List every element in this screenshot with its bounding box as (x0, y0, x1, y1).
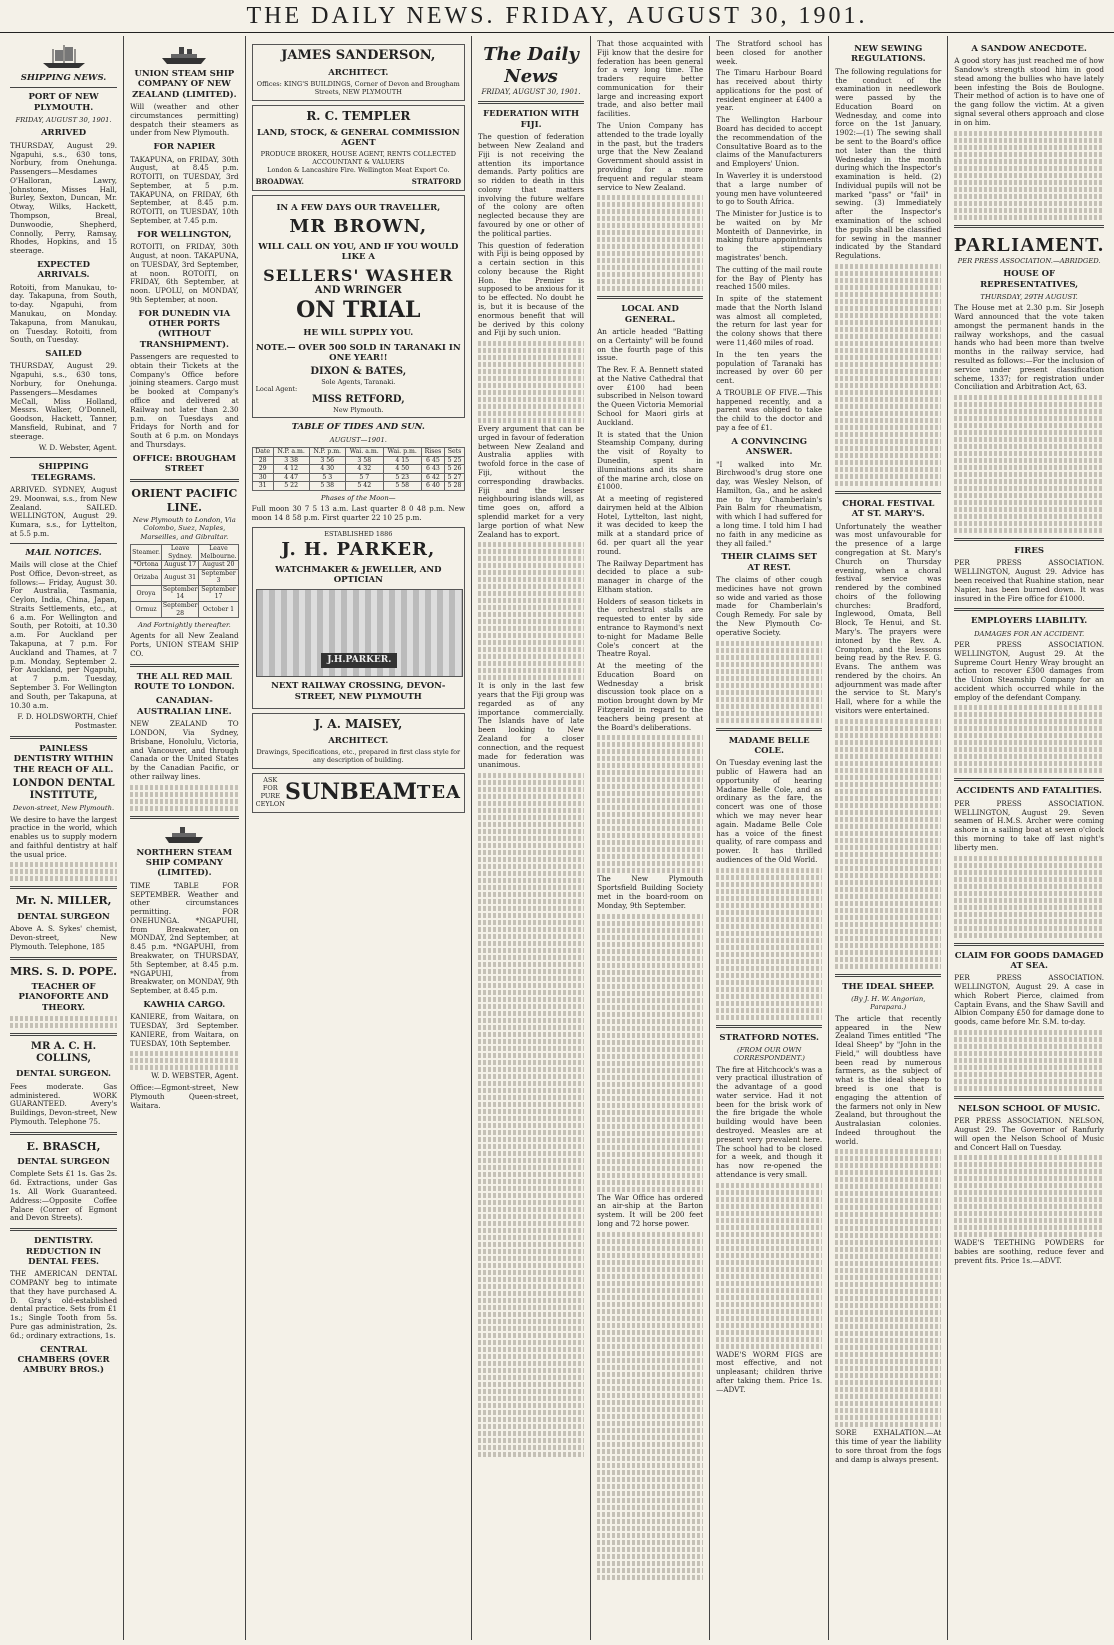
sunbeam-ask: ASK FOR (262, 775, 278, 792)
orient-cell: September 28 (162, 601, 198, 617)
fortnight: And Fortnightly thereafter. (137, 621, 231, 630)
tide-cell: 5 26 (445, 465, 465, 474)
tides-col: Rises (421, 448, 444, 457)
sewing-heading: NEW SEWING REGULATIONS. (850, 44, 926, 65)
day: FRIDAY, (505, 2, 617, 29)
local-p16: In spite of the statement made that the North Island was almost all completed, the return for last year for the colony shows that there were 11,460 miles of road. (716, 294, 823, 347)
fires-text: PER PRESS ASSOCIATION. WELLINGTON, August 29. Advice has been received that Ruahine station, near Napier, has been burned down. It was insured in the Fire office for £1000. (954, 558, 1104, 603)
sailed-text: THURSDAY, August 29. Ngapuhi, s.s., 630 tons, Norbury, for Onehunga. Passengers—Mesdames McCall, Miss Holland, Messrs. Walker, O'Donnell, Goodson, Hackett, Tanner, Mansfield, Rubinat, and 7 steerage. (10, 361, 118, 441)
dunedin-heading: FOR DUNEDIN VIA OTHER PORTS (WITHOUT TRANSHIPMENT). (138, 308, 231, 350)
ceylon: PURE CEYLON (255, 791, 285, 808)
shop-sign: J.H.PARKER. (321, 653, 397, 668)
parker-ad (252, 527, 465, 709)
local-p3: It is stated that the Union Steamship Company, during the visit of Royalty to Dunedin, spent in illuminations and its share of the marine arch, close on £1000. (597, 429, 704, 492)
orient-cell: September 14 (162, 585, 198, 601)
pope-text: TEACHER OF PIANOFORTE AND THEORY. (18, 982, 109, 1013)
moon-heading: Phases of the Moon— (321, 493, 396, 502)
local-p12: The Wellington Harbour Board has decided to accept the recommendation of the Consultative Board as to the claims of the Manufacturers and Employers' Union. (716, 115, 823, 169)
employers-sub: DAMAGES FOR AN ACCIDENT. (974, 629, 1085, 638)
column-1 (4, 36, 123, 1640)
dental-heading: PAINLESS DENTISTRY WITHIN THE REACH OF ALL. (13, 743, 114, 775)
tides-month: AUGUST—1901. (329, 435, 387, 444)
tide-cell: 4 30 (309, 465, 345, 474)
maisey-role: ARCHITECT. (328, 735, 389, 746)
convincing-text: "I walked into Mr. Birchwood's drug store one day, was Wesley Nelson, of Hamilton, Ga., and he asked me to try Chamberlain's Pain Balm for rheumatism, with which I had suffered for a long time. I told him I had no faith in any medicine as they all failed." (716, 459, 823, 548)
tide-cell: 6 40 (421, 482, 444, 491)
belle-cole-text: On Tuesday evening last the public of Hawera had an opportunity of hearing Madame Belle Cole, and as ordinary as the fare, the concert was one of those which we may never hear again. Madame Belle Cole has a voice of the finest quality, of rare compass and power. It has thrilled audiences of the Old World. (716, 758, 823, 864)
tide-cell: 6 43 (421, 465, 444, 474)
mail-text: Mails will close at the Chief Post Office, Devon-street, as follows:— Friday, August 30. For Australia, Tasmania, Ceylon, India, China, Japan, Straits Settlements, etc., at 6 a.m. For Wellington and South, per Rotoiti, at 10.30 a.m. For Auckland per Takapuna, at 7 p.m. For Auckland and Thames, at 7 p.m. Monday, September 2. For Auckland, per Ngapuhi, at 7 p.m. Tuesday, September 3. For Wellington and South, per Takapuna, at 10.30 a.m. (10, 560, 118, 710)
stratford-text: The fire at Hitchcock's was a very practical illustration of the advantage of a good water service. Had it not been for the brisk work of the fire brigade the whole building would have been destroyed. Measles are at present very prevalent here. The school had to be closed for a week, and though it has now re-opened the attendance is very small. (716, 1064, 823, 1179)
tide-cell: 5 7 (345, 473, 383, 482)
note: NOTE.— OVER 500 SOLD IN TARANAKI IN ONE YEAR!! (256, 342, 461, 363)
sore-exhalation: SORE EXHALATION.—At this time of year the liability to sore throat from the fogs and damp is always present. (835, 1428, 942, 1464)
tide-cell: 5 38 (309, 482, 345, 491)
parker-role: WATCHMAKER & JEWELLER, AND OPTICIAN (275, 564, 442, 586)
telegrams-text: ARRIVED. SYDNEY, August 29. Moonwai, s.s., from New Zealand. SAILED. WELLINGTON, August 29. Kumara, s.s., for Lyttelton, at 5.5 p.m. (10, 484, 118, 538)
postmaster: F. D. HOLDSWORTH, Chief Postmaster. (17, 712, 118, 731)
mail-heading: MAIL NOTICES. (25, 547, 102, 558)
local-p7: At the meeting of the Education Board on Wednesday a brisk discussion took place on a motion brought down by Mr Fitzgerald in regard to the teachers being present at the Board's deliberations. (597, 661, 704, 732)
tide-cell: 28 (252, 456, 273, 465)
orient-cell: September 3 (199, 569, 238, 585)
brasch-role: DENTAL SURGEON (17, 1157, 110, 1168)
local-p13: In Waverley it is understood that a large number of young men have volunteered to go to South Africa. (716, 170, 823, 207)
nelson-text: PER PRESS ASSOCIATION. NELSON, August 29. The Governor of Ranfurly will open the Nelson School of Music and Concert Hall on Tuesday. (954, 1116, 1104, 1152)
date: AUGUST 30, 1901. (626, 2, 868, 29)
tide-cell: 6 45 (421, 456, 444, 465)
sanderson-role: ARCHITECT. (328, 67, 389, 78)
retford-place: New Plymouth. (333, 405, 384, 414)
tide-cell: 5 28 (445, 482, 465, 491)
steamer-icon (130, 43, 239, 65)
wade-teething-powders: WADE'S TEETHING POWDERS for babies are soothing, reduce fever and prevent fits. Price 1s.—ADVT. (954, 1238, 1104, 1265)
convincing-heading: A CONVINCING ANSWER. (731, 436, 807, 458)
local-agent: Local Agent: (255, 385, 298, 394)
orient-col: Leave Sydney. (161, 545, 198, 561)
canadian-text: NEW ZEALAND TO LONDON, Via Sydney, Brisbane, Honolulu, Victoria, and Vancouver, and through Canada or the United States by the Canadian Pacific, or other railway lines. (130, 719, 239, 781)
orient-table (130, 544, 239, 618)
sandow-heading: A SANDOW ANECDOTE. (971, 44, 1087, 54)
sanderson-name: JAMES SANDERSON, (281, 48, 436, 63)
dixon-role: Sole Agents, Taranaki. (321, 377, 396, 386)
tides-header-row (252, 448, 464, 457)
collins-text: Fees moderate. Gas administered. WORK GUARANTEED. Avery's Buildings, Devon-street, New Plymouth. Telephone 75. (10, 1081, 118, 1126)
pope-name: MRS. S. D. POPE. (10, 964, 117, 978)
sanderson-ad (252, 44, 465, 101)
federation-p6: The Union Company has attended to the trade loyally in the past, but the traders urge that the New Zealand Government should assist in providing for a more frequent and regular steam service to New Zealand. (597, 121, 704, 192)
passengers-text: Passengers are requested to obtain their Tickets at the Company's Office before joining steamers. Cargo must be booked at Company's office and delivered at Railway not later than 2.30 p.m. on Tuesdays and Fridays for North and for South at 6 p.m. on Mondays and Thursdays. (130, 352, 239, 449)
arrived-text: THURSDAY, August 29. Ngapuhi, s.s., 630 tons, Norbury, from Onehunga. Passengers—Mesdames O'Halloran, Lawry, Johnstone, Misses Hall, Burley, Sexton, Duncan, Mr. Otway, Wilks, Hackett, Thompson, Breal, Dunwoodie, Shepherd, Connolly, Perry, Ramsay, Rhodes, Hopkins, and 15 steerage. (10, 140, 118, 256)
tides-table (252, 447, 465, 491)
local-p9: The War Office has ordered an air-ship at the Barton system. It will be 200 feet long and 72 horse power. (597, 1192, 704, 1228)
templer-name: R. C. TEMPLER (306, 109, 411, 124)
kawhia-heading: KAWHIA CARGO. (143, 999, 226, 1010)
collins-name: MR A. C. H. COLLINS, (30, 1041, 97, 1065)
brasch-name: E. BRASCH, (26, 1139, 101, 1153)
wellington-text: ROTOITI, on FRIDAY, 30th August, at noon. TAKAPUNA, on TUESDAY, 3rd September, at noon. ROTOITI, on FRIDAY, 6th September, at noon. UPOLU, on MONDAY, 9th September, at noon. (130, 242, 239, 304)
canadian-heading: CANADIAN-AUSTRALIAN LINE. (137, 696, 232, 717)
northern-heading: NORTHERN STEAM SHIP COMPANY (LIMITED). (136, 847, 233, 879)
brown-name: MR BROWN, (289, 216, 428, 238)
tides-col: N.P. a.m. (273, 448, 309, 457)
stratford-sub: (FROM OUR OWN CORRESPONDENT.) (733, 1045, 805, 1063)
templer-role: LAND, STOCK, & GENERAL COMMISSION AGENT (256, 127, 460, 149)
ideal-sheep-heading: THE IDEAL SHEEP. (842, 981, 935, 992)
tide-cell: 29 (252, 465, 273, 474)
port-heading: PORT OF NEW PLYMOUTH. (28, 92, 99, 113)
brown-ad (252, 195, 465, 419)
wellington-heading: FOR WELLINGTON, (137, 229, 232, 240)
column-6 (709, 36, 828, 1640)
dixon: DIXON & BATES, (310, 366, 407, 378)
orient-cell: October 1 (199, 601, 238, 617)
local-heading: LOCAL AND GENERAL. (621, 304, 679, 325)
tides-col: Sets (445, 448, 465, 457)
port-date: FRIDAY, AUGUST 30, 1901. (15, 116, 112, 125)
federation-p4: It is only in the last few years that the Fiji group was regarded as of any importance commercially. The Islands have of late been looking to New Zealand for a closer connection, and the request made for federation was unanimous. (478, 681, 585, 770)
parliament-heading: PARLIAMENT. (954, 233, 1104, 256)
tide-cell: 31 (252, 482, 273, 491)
claims-text: The claims of other cough medicines have not grown so wide and varied as those made for Chamberlain's Cough Remedy. For sale by the New Plymouth Co-operative Society. (716, 575, 823, 637)
federation-p2: This question of federation with Fiji is being opposed by a certain section in this colony because the Right Hon. the Premier is supposed to be anxious for it to be effected. No doubt he is, but it is because of the enormous benefit that will be derived by this colony and Fiji by such union. (478, 240, 585, 338)
retford: MISS RETFORD, (311, 394, 405, 406)
choral-heading: CHORAL FESTIVAL AT ST. MARY'S. (842, 498, 935, 520)
chambers: CENTRAL CHAMBERS (OVER AMBURY BROS.) (17, 1344, 110, 1376)
napier-text: TAKAPUNA, on FRIDAY, 30th August, at 8.45 p.m. ROTOITI, on TUESDAY, 3rd September, at 5 p.m. TAKAPUNA, on FRIDAY, 6th September, at 8.45 p.m. ROTOITI, on TUESDAY, 10th September, at 7.45 p.m. (130, 154, 239, 226)
maisey-text: Drawings, Specifications, etc., prepared in first class style for any description of building. (256, 748, 461, 764)
dental-text: We desire to have the largest practice in the world, which enables us to supply modern and faithful dentistry at half the usual price. (10, 814, 118, 859)
brasch-text: Complete Sets £1 1s. Gas 2s. 6d. Extractions, under Gas 1s. All Work Guaranteed. Address:—Opposite Coffee Palace (Corner of Egmont and Devon Streets). (10, 1169, 118, 1223)
local-p1: An article headed "Batting on a Certainty" will be found on the fourth page of this issue. (597, 327, 704, 363)
telegrams-heading: SHIPPING TELEGRAMS. (31, 462, 96, 483)
local-p4: At a meeting of registered dairymen held at the Albion Hotel, Lyttelton, last night, it was decided to keep the milk at a standard price of 6d. per quart all the year round. (597, 494, 704, 556)
dental-name: LONDON DENTAL INSTITUTE, (12, 777, 115, 802)
tide-cell: 5 3 (309, 473, 345, 482)
wringer: AND WRINGER (314, 285, 402, 297)
claims-heading: THEIR CLAIMS SET AT REST. (721, 552, 817, 573)
northern-agent: W. D. WEBSTER, Agent. (151, 1071, 239, 1081)
trial: ON TRIAL (296, 297, 421, 324)
orient-col: Leave Melbourne. (200, 545, 237, 560)
ideal-sheep-text: The article that recently appeared in the New Zealand Times entitled "The Ideal Sheep" by "John in the Field," will doubtless have been read by numerous farmers, as the subject of what is the ideal sheep to breed is one that is engaging the attention of the farmers not only in New Zealand, but throughout the Australasian colonies. Indeed throughout the world. (835, 1013, 942, 1146)
collins-role: DENTAL SURGEON. (16, 1069, 111, 1080)
parker-name: J. H. PARKER, (281, 538, 436, 560)
agent-line: W. D. Webster, Agent. (38, 443, 118, 453)
local-p14: The Minister for Justice is to be waited on by Mr Monteith of Dannevirke, in making future appointments to the stipendiary magistrates' bench. (716, 209, 823, 262)
tide-cell: 4 32 (345, 465, 383, 474)
moon-text: Full moon 30 7 5 13 a.m. Last quarter 8 0 48 p.m. New moon 14 8 58 p.m. First quarter 22 10 25 p.m. (251, 504, 466, 522)
sailed-heading: SAILED (45, 349, 82, 360)
federation-heading: FEDERATION WITH FIJI. (483, 109, 579, 130)
templer-text: PRODUCE BROKER, HOUSE AGENT, RENTS COLLECTED ACCOUNTANT & VALUERS (260, 150, 457, 167)
orient-header-row (131, 545, 239, 561)
tide-cell: 4 12 (273, 465, 309, 474)
columns (4, 36, 1110, 1640)
steamer-icon (130, 824, 239, 844)
local-p15: The cutting of the mail route for the Bay of Plenty has reached 1500 miles. (716, 264, 823, 292)
choral-text: Unfortunately the weather was most unfavourable for the presence of a large congregation at St. Mary's Church on Thursday evening, when a choral festival service was rendered by the combined choirs of the following churches: Bradford, Inglewood, Omata, Bell Block, Te Henui, and St. Mary's. The prayers were intoned by the Rev. A. Crompton, and the lessons being read by the Rev. F. G. Evans. The anthem was rendered by the choirs. An adjournment was made after the service to St. Mary's Hall, where for a while the visitors were entertained. (835, 521, 942, 716)
local-p11: The Timaru Harbour Board has received about thirty applications for the post of resident engineer at £400 a year. (716, 68, 823, 113)
orient-heading: ORIENT PACIFIC LINE. (131, 487, 238, 514)
ship-icon (10, 43, 117, 69)
sunbeam-ad (252, 773, 465, 813)
federation-p1: The question of federation between New Zealand and Fiji is not receiving the attention its importance demands. Party politics are so ridden to death in this colony that matters involving the future welfare of the colony are often neglected because they are favoured by one or other of the political parties. (478, 132, 585, 238)
employers-heading: EMPLOYERS LIABILITY. (970, 616, 1088, 627)
sandow-text: A good story has just reached me of how Sandow's strength stood him in good stead among the bullies who have lately been infesting the Bois de Boulogne. Their method of action is to have one of the gang follow the victim. At a given signal several others approach and close in on him. (954, 56, 1104, 127)
local-p5: The Railway Department has decided to place a sub-manager in charge of the Eltham station. (597, 558, 704, 594)
tide-cell: 5 25 (445, 456, 465, 465)
parliament-sub: PER PRESS ASSOCIATION.—ABRIDGED. (957, 257, 1101, 265)
local-p17: In the ten years the population of Taranaki has increased by over 60 per cent. (716, 349, 823, 386)
maisey-ad (252, 713, 465, 769)
allred-heading: THE ALL RED MAIL ROUTE TO LONDON. (134, 671, 235, 693)
parker-address: NEXT RAILWAY CROSSING, DEVON-STREET, NEW PLYMOUTH (271, 681, 446, 702)
tide-cell: 30 (252, 473, 273, 482)
editorial-masthead: The Daily News (483, 44, 579, 87)
column-3 (245, 36, 471, 1640)
templer-ad (252, 105, 465, 191)
northern-office: Office:—Egmont-street, New Plymouth Queen-street, Waitara. (130, 1083, 239, 1110)
reduction-heading: DENTISTRY. REDUCTION IN DENTAL FEES. (25, 1236, 102, 1267)
column-2 (123, 36, 245, 1640)
orient-cell: Oroya (131, 585, 162, 601)
local-p2: The Rev. F. A. Bennett stated at the Native Cathedral that over £100 had been subscribed in Nelson toward the Queen Victoria Memorial School for Maori girls at Auckland. (597, 365, 704, 427)
broadway: BROADWAY. (255, 177, 304, 187)
union-text: Will (weather and other circumstances permitting) despatch their steamers as under from New Plymouth. (130, 102, 239, 138)
ideal-sheep-byline: (By J. H. W. Angorian, Parapara.) (851, 995, 926, 1012)
kawhia-text: KANIERE, from Waitara, on TUESDAY, 3rd September. KANIERE, from Waitara, on TUESDAY, 10th September. (130, 1012, 239, 1048)
tide-cell: 4 50 (383, 465, 421, 474)
orient-sub: New Plymouth to London, Via Colombo, Suez, Naples, Marseilles, and Gibraltar. (132, 516, 236, 541)
sanderson-address: Offices: KING'S BUILDINGS, Corner of Devon and Brougham Streets, NEW PLYMOUTH (256, 80, 460, 97)
orient-cell: August 31 (161, 569, 198, 585)
orient-col: Steamer. (131, 545, 162, 561)
tides-col: Wai. a.m. (345, 448, 383, 457)
tide-cell: 3 38 (273, 456, 309, 465)
napier-heading: FOR NAPIER (153, 142, 216, 153)
parker-established: ESTABLISHED 1886 (324, 529, 393, 538)
shopfront-illustration (256, 589, 463, 677)
tides-col: Wai. p.m. (383, 448, 421, 457)
house-date: THURSDAY, 29TH AUGUST. (980, 293, 1078, 301)
local-p8: The New Plymouth Sportsfield Building Society met in the board-room on Monday, 9th September. (597, 874, 704, 910)
orient-cell: Orizaba (131, 569, 162, 585)
federation-p3: Every argument that can be urged in favour of federation between New Zealand and Australia applies with twofold force in the case of Fiji, without the corresponding drawbacks. Fiji and the lesser neighbouring islands will, as time goes on, afford a splendid market for a very large portion of what New Zealand has to export. (478, 424, 585, 539)
local-p6: Holders of season tickets in the orchestral stalls are requested to enter by side entrance to Raymond's next to-night for Madame Belle Cole's concert at the Theatre Royal. (597, 596, 704, 659)
house-heading: HOUSE OF REPRESENTATIVES, (980, 269, 1079, 290)
table-row (131, 585, 239, 601)
table-row (252, 482, 464, 491)
expected-text: Rotoiti, from Manukau, to-day. Takapuna, from South, to-day. Ngapuhi, from Manukau, on Monday. Takapuna, from Manukau, on Tuesday. Rotoiti, from South, on Tuesday. (10, 282, 118, 345)
brown-will: WILL CALL ON YOU, AND IF YOU WOULD LIKE A (258, 242, 459, 263)
tide-cell: 4 15 (383, 456, 421, 465)
table-row (131, 561, 239, 570)
miller-name: Mr. N. MILLER, (15, 894, 112, 908)
orient-agents: Agents for all New Zealand Ports, UNION STEAM SHIP CO. (130, 631, 239, 658)
northern-text: TIME TABLE FOR SEPTEMBER. Weather and other circumstances permitting. FOR ONEHUNGA. *NGAPUHI, from Breakwater, on MONDAY, 2nd September, at 8.45 p.m. *NGAPUHI, from Breakwater, on THURSDAY, 5th September, at 8.45 p.m. *NGAPUHI, from Breakwater, on MONDAY, 9th September, at 8.45 p.m. (130, 880, 239, 996)
column-4 (471, 36, 590, 1640)
table-row (252, 456, 464, 465)
sewing-text: The following regulations for the conduct of the examination in needlework were passed by the Education Board on Wednesday, and come into force on the 1st January, 1902:—(1) The sewing shall be sent to the Board's office not later than the third Wednesday in the month during which the Inspector's examination is held. (2) Individual pupils will not be marked "pass" or "fail" in sewing. (3) Immediately after the Inspector's examination of the school the pupils shall be classified for sewing in the manner indicated by the Standard Regulations. (835, 66, 942, 261)
table-row (131, 601, 239, 617)
belle-cole-heading: MADAME BELLE COLE. (728, 735, 810, 756)
nelson-heading: NELSON SCHOOL OF MUSIC. (958, 1103, 1101, 1114)
expected-heading: EXPECTED ARRIVALS. (37, 259, 90, 281)
maisey-name: J. A. MAISEY, (314, 717, 403, 732)
washer: SELLERS' WASHER (263, 265, 454, 285)
tides-heading: TABLE OF TIDES AND SUN. (291, 422, 425, 433)
table-row (252, 465, 464, 474)
tide-cell: 5 27 (445, 473, 465, 482)
claim-heading: CLAIM FOR GOODS DAMAGED AT SEA. (954, 950, 1104, 971)
sunbeam: SUNBEAM (284, 779, 417, 806)
tide-cell: 5 23 (383, 473, 421, 482)
tide-cell: 4 47 (273, 473, 309, 482)
table-row (131, 569, 239, 585)
miller-role: DENTAL SURGEON (17, 911, 110, 922)
orient-cell: Ormuz (131, 601, 162, 617)
employers-text: PER PRESS ASSOCIATION. WELLINGTON, August 29. At the Supreme Court Henry Wray brought an action to recover £300 damages from the Union Steamship Company for an accident which occurred while in the employ of the defendant Company. (954, 640, 1104, 702)
shipping-heading: SHIPPING NEWS. (20, 73, 107, 83)
orient-cell: September 17 (199, 585, 238, 601)
editorial-dateline: FRIDAY, AUGUST 30, 1901. (481, 87, 581, 96)
column-7 (828, 36, 947, 1640)
tide-cell: 5 42 (345, 482, 383, 491)
tides-col: Date (252, 448, 273, 457)
templer-agencies: London & Lancashire Fire. Wellington Meat Export Co. (267, 166, 450, 175)
tide-cell: 5 58 (383, 482, 421, 491)
tides-col: N.P. p.m. (309, 448, 345, 457)
accidents-heading: ACCIDENTS AND FATALITIES. (956, 786, 1102, 797)
tide-cell: 3 58 (345, 456, 383, 465)
house-text: The House met at 2.30 p.m. Sir Joseph Ward announced that the vote taken amongst the permanent hands in the railway workshops, and the casual hands who had been more than twelve months in the railway service, had resulted as follows:—For the inclusion of service under present classification scheme, 1337; for registration under Conciliation and Arbitration Act, 63. (954, 303, 1104, 392)
column-8 (947, 36, 1110, 1640)
tide-cell: 5 22 (273, 482, 309, 491)
orient-cell: August 17 (161, 561, 198, 570)
office: OFFICE: BROUGHAM STREET (132, 453, 236, 475)
table-row (252, 473, 464, 482)
dental-address: Devon-street, New Plymouth. (12, 804, 115, 813)
accidents-text: PER PRESS ASSOCIATION. WELLINGTON, August 29. Seven seamen of H.M.S. Archer were coming ashore in a sailing boat at seven o'clock this morning to take off last night's liberty men. (954, 798, 1104, 852)
tea: TEA (416, 781, 462, 803)
stratford-heading: STRATFORD NOTES. (719, 1032, 819, 1043)
masthead (0, 0, 1114, 33)
miller-address: Above A. S. Sykes' chemist, Devon-street, New Plymouth. Telephone, 185 (10, 924, 118, 951)
union-heading: UNION STEAM SHIP COMPANY OF NEW ZEALAND (LIMITED). (132, 69, 237, 100)
orient-cell: August 20 (199, 561, 238, 570)
tide-cell: 6 42 (421, 473, 444, 482)
orient-cell: *Ortona (131, 561, 162, 570)
local-p18: A TROUBLE OF FIVE.—This happened recently, and a parent was obliged to take the child to the doctor and pay a fee of £1. (716, 387, 823, 433)
oblige: HE WILL SUPPLY YOU. (303, 328, 414, 339)
fires-heading: FIRES (1014, 546, 1044, 557)
federation-p5: That those acquainted with Fiji know that the desire for federation has been general for a very long time. The traders require better communication for their large and increasing export trade, and also better mail facilities. (597, 39, 704, 119)
stratford: STRATFORD (411, 177, 462, 187)
paper-name: THE DAILY NEWS. (246, 2, 496, 29)
brown-lead: IN A FEW DAYS OUR TRAVELLER, (276, 202, 441, 213)
reduction-text: THE AMERICAN DENTAL COMPANY beg to intimate that they have purchased A. D. Gray's old-established dental practice. Sets from £1 1s.; Single Tooth from 5s. Pure gas administration, 2s. 6d.; ordinary extractions, 1s. (10, 1269, 118, 1340)
arrived-heading: ARRIVED (40, 128, 87, 139)
local-p10: The Stratford school has been closed for another week. (716, 39, 823, 66)
tide-cell: 3 56 (309, 456, 345, 465)
claim-text: PER PRESS ASSOCIATION. WELLINGTON, August 29. A case in which Robert Pierce, claimed from Captain Evans, and the Shaw Savill and Albion Company £50 for damage done to goods, came before Mr. S.M. to-day. (954, 973, 1104, 1027)
wade-worm-figs: WADE'S WORM FIGS are most effective, and not unpleasant; children thrive after taking them. Price 1s.—ADVT. (716, 1349, 823, 1394)
column-5 (590, 36, 709, 1640)
